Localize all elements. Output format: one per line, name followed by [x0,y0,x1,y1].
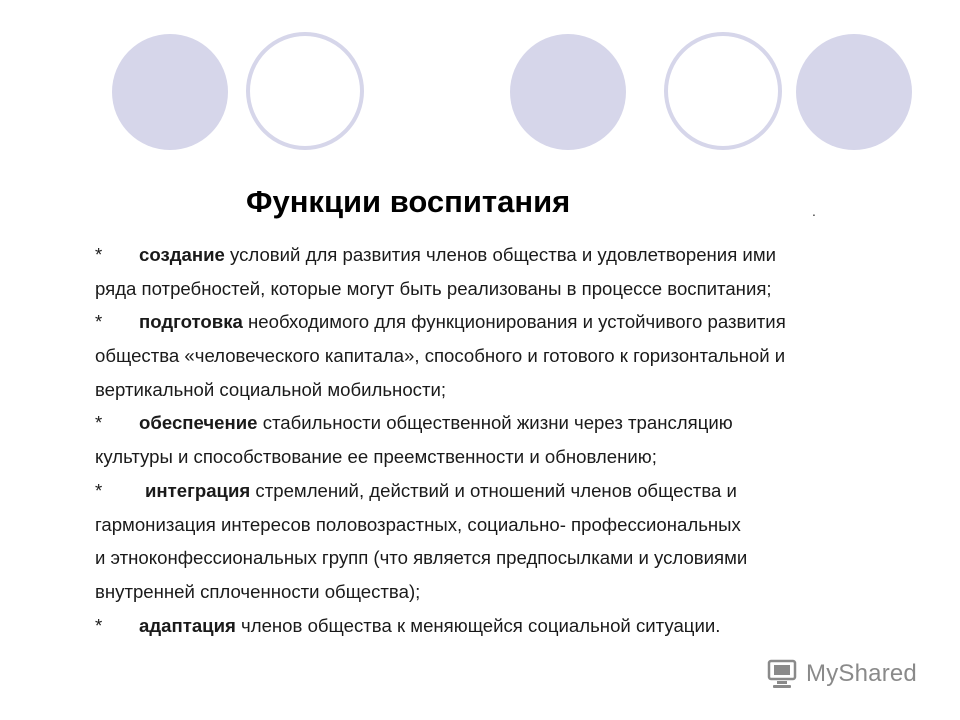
functions-list [95,238,915,642]
list-item [95,474,915,508]
list-line [95,575,915,609]
list-line [95,339,915,373]
bullet-star: * [95,244,103,265]
decor-circle-1 [112,34,228,150]
decor-circle-2 [510,34,626,150]
item-text: стабильности общественной жизни через трансляцию [257,412,733,434]
item-text: внутренней сплоченности общества); [95,580,421,602]
bullet-star: * [95,614,103,636]
keyword: обеспечение [139,412,258,434]
keyword: адаптация [139,614,236,636]
item-text: культуры и способствование ее преемственности и обновлению; [95,446,657,468]
myshared-logo[interactable] [766,658,917,690]
item-text: ряда потребностей, которые могут быть реализованы в процессе воспитания; [95,277,772,299]
item-text: стремлений, действий и отношений членов общества и [250,479,737,501]
keyword: создание [139,244,225,265]
item-text: и этноконфессиональных групп (что является предпосылками и условиями [95,547,748,569]
list-line [95,508,915,542]
item-text: условий для развития членов общества и удовлетворения ими [224,244,776,265]
item-text: гармонизация интересов половозрастных, социально- профессиональных [95,513,741,535]
decor-ring-2 [664,32,782,150]
list-line [95,373,915,407]
list-line [95,440,915,474]
title-dot: . [812,203,816,219]
keyword: интеграция [145,479,251,501]
bullet-star: * [95,479,103,501]
item-text: необходимого для функционирования и устойчивого развития [242,311,786,333]
list-line [95,541,915,575]
bullet-star: * [95,311,103,333]
decor-ring-1 [246,32,364,150]
slide-title: Функции воспитания [246,184,571,219]
bullet-star: * [95,412,103,434]
list-item [95,238,915,272]
list-item [95,305,915,339]
list-line [95,272,915,306]
item-text: общества «человеческого капитала», способного и готового к горизонтальной и [95,345,786,367]
keyword: подготовка [139,311,243,333]
list-item [95,406,915,440]
item-text: вертикальной социальной мобильности; [95,378,447,400]
decor-circle-3 [796,34,912,150]
list-item [95,609,915,643]
logo-label: MyShared [806,660,917,687]
item-text: членов общества к меняющейся социальной ситуации. [235,614,721,636]
mouse-screen-icon [766,658,800,690]
